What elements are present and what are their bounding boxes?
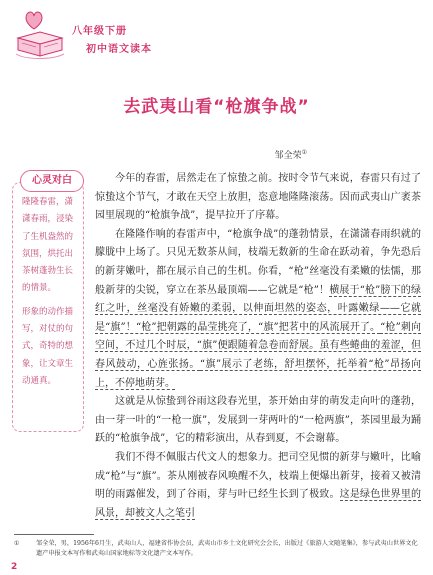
sidebar-tag: 心灵对白 <box>20 170 84 192</box>
article-title: 去武夷山看“枪旗争战” <box>123 97 310 117</box>
sidebar-note-2: 形象的动作描写，对仗的句式，奇特的想象，让文章生动通真。 <box>22 306 74 386</box>
footnote <box>14 539 422 559</box>
paragraph-2 <box>95 226 421 393</box>
paragraph-4-part-a: 我们不得不佩服古代文人的想象力。把司空见惯的新芽与嫩叶，比喻成“枪”与“旗”。茶从刚被春风唤醒不久，枝端上便爆出新芽，接着又被清明的雨露催发，到了谷雨，芽与叶已经生长到了极致。 <box>95 451 421 501</box>
footnote-divider <box>14 534 94 535</box>
annotated-sentence-3: “旗”展示了老练，舒坦摆怀，托举着“枪”昂扬向上，不停地萌芽。 <box>95 358 421 389</box>
paragraph-3: 这就是从惊蛰到谷雨这段春光里，茶开始由芽的萌发走向叶的蓬勃，由一芽一叶的“一枪一旗”，发展到一芽两叶的“一枪两旗”，茶园里最为踊跃的“枪旗争战”，它的精彩演出，从春到夏，不会谢幕。 <box>95 396 421 445</box>
sidebar-notes <box>22 194 78 390</box>
paragraph-1: 今年的春雷，居然走在了惊蛰之前。按时令节气来说，春雷只有过了惊蛰这个节气，才敢在天空上放胆，恣意地隆隆滚荡。因而武夷山广袤茶园里展现的“枪旗争战”，提早拉开了序幕。 <box>95 173 421 222</box>
annotated-sentence-2: “枪”刺向空间，不过几个时辰，“旗”便跟随着急卷而舒展。虽有些蜷曲的羞涩，但春风鼓动，心旌张扬。 <box>95 321 421 370</box>
article-body <box>95 170 421 523</box>
article-author <box>275 148 307 161</box>
page-number: 2 <box>11 562 18 572</box>
footnote-text: 邹全荣，男，1956年6月生，武夷山人，福建省作协会员，武夷山市乡土文化研究会会长，出版过《旅游人文随笔集》，参与武夷山世界文化遗产申报文本写作和武夷山国家地标等文化遗产文本写作。 <box>36 540 418 557</box>
annotated-sentence-1: 横展于“枪”膀下的绿红之叶，丝毫没有娇嫩的柔弱，以伸面坦然的姿态，叶露嫩绿——它就是“旗”！“枪”把朝露的晶莹挑亮了，“旗”把茗中的风流展开了。 <box>95 284 421 333</box>
annotated-sentence-4: 这是绿色世界里的风景，却被文人之笔引 <box>95 489 422 519</box>
reading-sidebar <box>8 170 82 432</box>
paragraph-4 <box>95 449 421 523</box>
paragraph-2-part-a: 在隆隆作响的春雷声中，“枪旗争战”的蓬勃情景，在潇潇春雨织就的朦胧中上场了。只见无数茶从间，枝端无数新的生命在跃动着，争先恐后的新芽嫩叶，都在展示自己的生机。你看，“枪”丝毫没有柔嫩的怯懦，那般新芽的尖锐，穿立在茶丛最顶端——它就是“枪”！ <box>95 228 421 296</box>
books-with-heart-icon <box>12 8 66 64</box>
grade-label: 八年级下册 <box>72 26 127 37</box>
footnote-mark: ① <box>14 540 20 547</box>
author-note-mark: ① <box>301 149 307 156</box>
series-label: 初中语文读本 <box>86 44 152 55</box>
page-header <box>0 0 433 80</box>
author-name: 邹全荣 <box>274 151 302 161</box>
sidebar-note-1: 隆隆春雷，潇潇春雨，浸染了生机盎然的氛围，烘托出茶树蓬勃生长的情景。 <box>22 197 74 294</box>
